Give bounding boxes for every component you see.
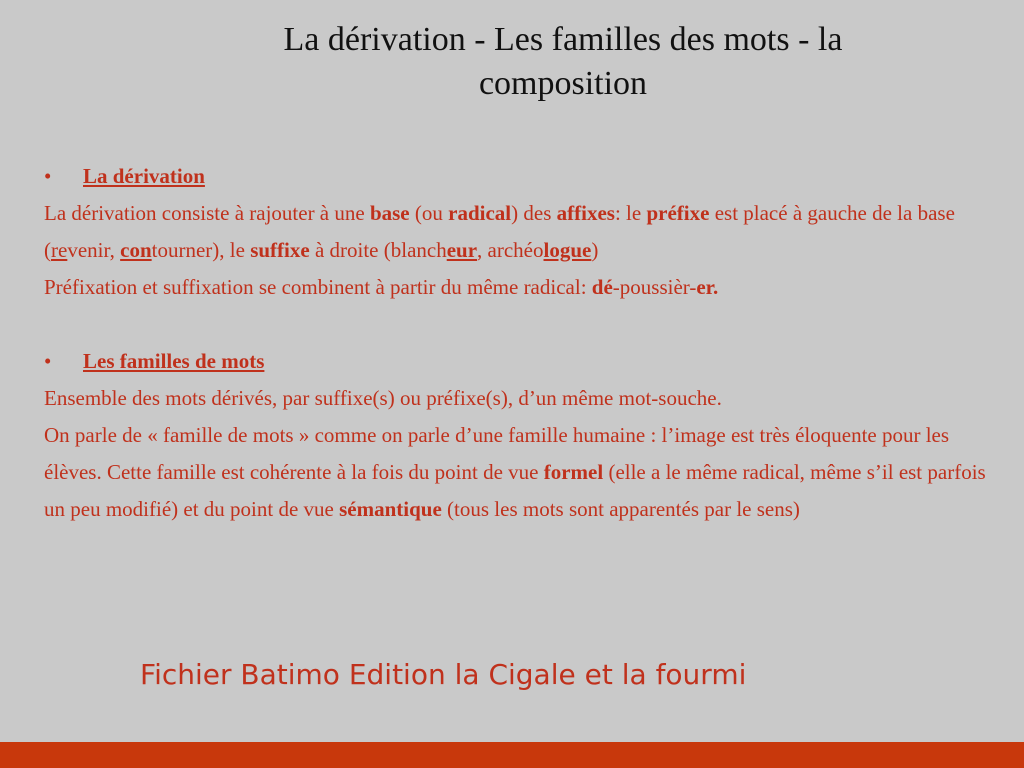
familles-definition: Ensemble des mots dérivés, par suffixe(s) ou préfixe(s), d’un même mot-souche.: [44, 386, 722, 410]
text-run: (tous les mots sont apparentés par le sens): [441, 497, 800, 521]
text-run: : le: [614, 201, 647, 225]
bullet-icon: •: [44, 349, 52, 373]
term-semantique: sémantique: [339, 497, 442, 521]
text-run: -poussièr-: [612, 275, 697, 299]
text-run: est placé à gauche de la base (: [44, 201, 955, 262]
example-suffix-logue: logue: [543, 238, 592, 262]
section-heading-familles: Les familles de mots: [83, 349, 265, 373]
footer-note: Fichier Batimo Edition la Cigale et la fourmi: [140, 658, 747, 691]
example-suffix-eur: eur: [446, 238, 478, 262]
example-prefix-re: re: [51, 238, 68, 262]
term-affixes: affixes: [556, 201, 615, 225]
text-run: Préfixation et suffixation se combinent à partir du même radical:: [44, 275, 592, 299]
slide-body: [44, 158, 994, 528]
footer-bar: [0, 742, 1024, 768]
slide-title: La dérivation - Les familles des mots - la composition: [283, 21, 843, 102]
derivation-paragraph: [44, 195, 994, 269]
term-base: base: [369, 201, 410, 225]
bullet-icon: •: [44, 164, 52, 188]
example-er: er.: [696, 275, 719, 299]
section-familles-heading-line: [44, 343, 994, 380]
familles-paragraph: [44, 417, 994, 528]
term-radical: radical: [448, 201, 512, 225]
text-run: à droite (blanch: [309, 238, 447, 262]
text-run: (ou: [409, 201, 449, 225]
text-run: On parle de « famille de mots » comme on parle d’une famille humaine : l’image est très éloquente pour les élèves. Cette famille est cohérente à la fois du point de vue: [44, 423, 950, 484]
text-run: , archéo: [477, 238, 544, 262]
text-run: venir,: [67, 238, 121, 262]
text-run: ): [591, 238, 599, 262]
prefixation-paragraph: [44, 269, 994, 306]
text-run: ) des: [511, 201, 557, 225]
spacer: [44, 306, 994, 343]
section-derivation-heading-line: [44, 158, 994, 195]
term-suffixe: suffixe: [250, 238, 310, 262]
example-prefix-con: con: [120, 238, 152, 262]
section-heading-derivation: La dérivation: [83, 164, 205, 188]
text-run: tourner), le: [151, 238, 251, 262]
term-prefixe: préfixe: [646, 201, 710, 225]
text-run: (elle a le même radical, même s’il est parfois un peu modifié) et du point de vue: [44, 460, 986, 521]
term-formel: formel: [543, 460, 604, 484]
text-run: La dérivation consiste à rajouter à une: [44, 201, 370, 225]
example-de: dé: [591, 275, 613, 299]
